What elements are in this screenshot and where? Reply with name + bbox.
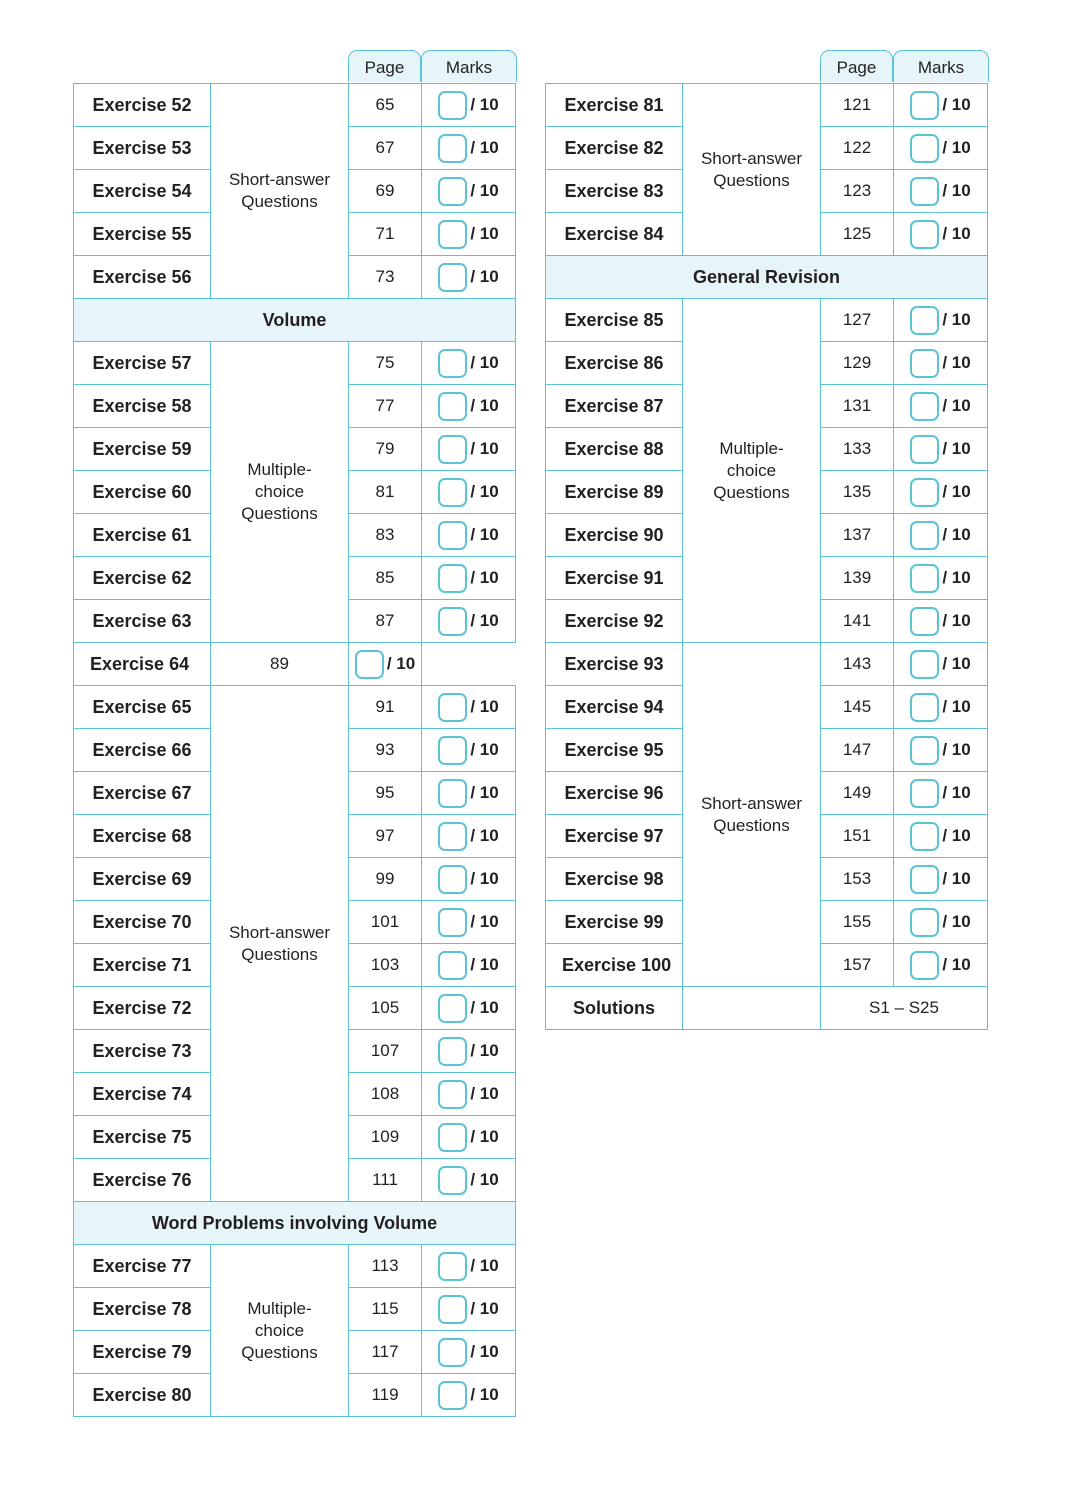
page-number: 71 bbox=[349, 213, 422, 256]
exercise-row bbox=[74, 342, 516, 385]
marks-input-box[interactable] bbox=[438, 521, 467, 550]
marks-total: / 10 bbox=[470, 438, 499, 458]
marks-total: / 10 bbox=[942, 395, 971, 415]
marks-cell bbox=[894, 686, 988, 729]
exercise-label: Exercise 99 bbox=[546, 901, 683, 944]
marks-total: / 10 bbox=[942, 825, 971, 845]
exercise-row bbox=[74, 84, 516, 127]
marks-cell bbox=[422, 729, 516, 772]
exercise-label: Exercise 70 bbox=[74, 901, 211, 944]
question-type bbox=[683, 299, 821, 643]
exercise-row bbox=[546, 299, 988, 342]
page-number: 83 bbox=[349, 514, 422, 557]
exercise-label: Exercise 68 bbox=[74, 815, 211, 858]
marks-cell bbox=[894, 170, 988, 213]
marks-total: / 10 bbox=[470, 997, 499, 1017]
marks-cell bbox=[422, 944, 516, 987]
page-number: 151 bbox=[821, 815, 894, 858]
marks-input-box[interactable] bbox=[438, 822, 467, 851]
page-number: 133 bbox=[821, 428, 894, 471]
exercise-label: Exercise 93 bbox=[546, 643, 683, 686]
marks-input-box[interactable] bbox=[438, 865, 467, 894]
marks-cell bbox=[422, 1245, 516, 1288]
question-type bbox=[683, 84, 821, 256]
exercise-label: Exercise 80 bbox=[74, 1374, 211, 1417]
exercise-label: Exercise 54 bbox=[74, 170, 211, 213]
marks-cell bbox=[422, 1116, 516, 1159]
question-type-label: Multiple-choice Questions bbox=[241, 460, 318, 523]
exercise-label: Exercise 86 bbox=[546, 342, 683, 385]
marks-total: / 10 bbox=[470, 739, 499, 759]
page-number: 99 bbox=[349, 858, 422, 901]
marks-total: / 10 bbox=[470, 524, 499, 544]
marks-cell bbox=[422, 1030, 516, 1073]
page-number: 113 bbox=[349, 1245, 422, 1288]
marks-input-box[interactable] bbox=[355, 650, 384, 679]
exercise-label: Exercise 78 bbox=[74, 1288, 211, 1331]
marks-input-box[interactable] bbox=[438, 1338, 467, 1367]
marks-total: / 10 bbox=[470, 825, 499, 845]
page-number: 121 bbox=[821, 84, 894, 127]
page-number: 91 bbox=[349, 686, 422, 729]
marks-total: / 10 bbox=[470, 223, 499, 243]
page-number: 101 bbox=[349, 901, 422, 944]
marks-cell bbox=[894, 815, 988, 858]
marks-total: / 10 bbox=[470, 868, 499, 888]
marks-input-box[interactable] bbox=[438, 435, 467, 464]
solutions-label: Solutions bbox=[546, 987, 683, 1030]
exercise-label: Exercise 61 bbox=[74, 514, 211, 557]
exercise-label: Exercise 55 bbox=[74, 213, 211, 256]
exercise-label: Exercise 90 bbox=[546, 514, 683, 557]
marks-cell bbox=[422, 342, 516, 385]
page-number: 97 bbox=[349, 815, 422, 858]
marks-total: / 10 bbox=[942, 94, 971, 114]
marks-cell bbox=[894, 342, 988, 385]
page-number: 129 bbox=[821, 342, 894, 385]
page-number: 117 bbox=[349, 1331, 422, 1374]
marks-input-box[interactable] bbox=[438, 220, 467, 249]
marks-input-box[interactable] bbox=[438, 1123, 467, 1152]
page-number: 137 bbox=[821, 514, 894, 557]
exercise-label: Exercise 71 bbox=[74, 944, 211, 987]
exercise-label: Exercise 84 bbox=[546, 213, 683, 256]
exercise-label: Exercise 97 bbox=[546, 815, 683, 858]
exercise-label: Exercise 85 bbox=[546, 299, 683, 342]
section-title: Word Problems involving Volume bbox=[74, 1202, 516, 1245]
page-column-header: Page bbox=[820, 50, 893, 82]
marks-total: / 10 bbox=[470, 954, 499, 974]
marks-total: / 10 bbox=[470, 266, 499, 286]
marks-total: / 10 bbox=[942, 653, 971, 673]
page-number: 139 bbox=[821, 557, 894, 600]
marks-total: / 10 bbox=[470, 1040, 499, 1060]
marks-input-box[interactable] bbox=[438, 736, 467, 765]
question-type-label: Short-answer Questions bbox=[228, 170, 331, 211]
marks-cell bbox=[422, 600, 516, 643]
marks-cell bbox=[894, 385, 988, 428]
marks-input-box[interactable] bbox=[438, 951, 467, 980]
marks-input-box[interactable] bbox=[910, 951, 939, 980]
marks-total: / 10 bbox=[942, 309, 971, 329]
exercise-row bbox=[546, 643, 988, 686]
marks-cell bbox=[894, 600, 988, 643]
question-type-label: Multiple-choice Questions bbox=[713, 438, 790, 502]
marks-cell bbox=[422, 987, 516, 1030]
marks-cell bbox=[422, 385, 516, 428]
exercise-label: Exercise 77 bbox=[74, 1245, 211, 1288]
exercise-label: Exercise 75 bbox=[74, 1116, 211, 1159]
marks-total: / 10 bbox=[942, 567, 971, 587]
marks-cell bbox=[349, 643, 422, 686]
left-column bbox=[73, 50, 516, 1417]
marks-total: / 10 bbox=[470, 696, 499, 716]
marks-total: / 10 bbox=[942, 180, 971, 200]
marks-input-box[interactable] bbox=[910, 564, 939, 593]
marks-cell bbox=[422, 772, 516, 815]
marks-cell bbox=[422, 815, 516, 858]
exercise-table-left bbox=[73, 83, 516, 1417]
exercise-label: Exercise 98 bbox=[546, 858, 683, 901]
exercise-label: Exercise 73 bbox=[74, 1030, 211, 1073]
marks-total: / 10 bbox=[470, 1341, 499, 1361]
marks-cell bbox=[894, 729, 988, 772]
marks-cell bbox=[422, 686, 516, 729]
marks-cell bbox=[894, 213, 988, 256]
marks-input-box[interactable] bbox=[910, 220, 939, 249]
marks-cell bbox=[422, 256, 516, 299]
marks-cell bbox=[894, 471, 988, 514]
question-type-label: Multiple-choice Questions bbox=[241, 1298, 318, 1362]
page-number: 75 bbox=[349, 342, 422, 385]
marks-input-box[interactable] bbox=[910, 908, 939, 937]
marks-input-box[interactable] bbox=[910, 779, 939, 808]
page-number: 89 bbox=[211, 643, 349, 686]
right-column bbox=[545, 50, 988, 1030]
marks-input-box[interactable] bbox=[910, 865, 939, 894]
marks-input-box[interactable] bbox=[438, 263, 467, 292]
question-type-label: Short-answer Questions bbox=[700, 793, 803, 835]
marks-input-box[interactable] bbox=[910, 822, 939, 851]
marks-cell bbox=[894, 557, 988, 600]
exercise-label: Exercise 92 bbox=[546, 600, 683, 643]
table-header bbox=[73, 50, 516, 83]
marks-input-box[interactable] bbox=[910, 306, 939, 335]
marks-input-box[interactable] bbox=[438, 1080, 467, 1109]
exercise-label: Exercise 91 bbox=[546, 557, 683, 600]
exercise-label: Exercise 56 bbox=[74, 256, 211, 299]
marks-cell bbox=[422, 1159, 516, 1202]
marks-total: / 10 bbox=[942, 739, 971, 759]
marks-input-box[interactable] bbox=[438, 134, 467, 163]
page-number: 65 bbox=[349, 84, 422, 127]
marks-input-box[interactable] bbox=[910, 435, 939, 464]
marks-input-box[interactable] bbox=[910, 607, 939, 636]
exercise-label: Exercise 59 bbox=[74, 428, 211, 471]
page-column-header: Page bbox=[348, 50, 421, 82]
exercise-label: Exercise 96 bbox=[546, 772, 683, 815]
marks-total: / 10 bbox=[942, 911, 971, 931]
marks-column-header: Marks bbox=[893, 50, 989, 82]
marks-cell bbox=[894, 643, 988, 686]
page-number: 81 bbox=[349, 471, 422, 514]
page-number: 153 bbox=[821, 858, 894, 901]
marks-cell bbox=[422, 127, 516, 170]
exercise-label: Exercise 57 bbox=[74, 342, 211, 385]
page-number: 73 bbox=[349, 256, 422, 299]
page-number: 107 bbox=[349, 1030, 422, 1073]
marks-total: / 10 bbox=[470, 180, 499, 200]
section-row bbox=[546, 256, 988, 299]
marks-total: / 10 bbox=[942, 610, 971, 630]
question-type bbox=[211, 342, 349, 643]
marks-total: / 10 bbox=[470, 481, 499, 501]
page-number: 145 bbox=[821, 686, 894, 729]
page-number: 109 bbox=[349, 1116, 422, 1159]
marks-input-box[interactable] bbox=[910, 736, 939, 765]
page-number: 147 bbox=[821, 729, 894, 772]
marks-total: / 10 bbox=[942, 223, 971, 243]
exercise-label: Exercise 52 bbox=[74, 84, 211, 127]
exercise-label: Exercise 74 bbox=[74, 1073, 211, 1116]
question-type-label: Short-answer Questions bbox=[700, 148, 803, 190]
page-number: 93 bbox=[349, 729, 422, 772]
page-number: 122 bbox=[821, 127, 894, 170]
marks-input-box[interactable] bbox=[438, 994, 467, 1023]
marks-total: / 10 bbox=[942, 481, 971, 501]
question-type-label: Short-answer Questions bbox=[228, 922, 331, 964]
marks-total: / 10 bbox=[942, 438, 971, 458]
page-number: 131 bbox=[821, 385, 894, 428]
exercise-label: Exercise 82 bbox=[546, 127, 683, 170]
page-number: 79 bbox=[349, 428, 422, 471]
question-type bbox=[211, 1245, 349, 1417]
section-title: General Revision bbox=[546, 256, 988, 299]
marks-cell bbox=[894, 514, 988, 557]
exercise-row bbox=[546, 84, 988, 127]
section-row bbox=[74, 1202, 516, 1245]
marks-cell bbox=[422, 1331, 516, 1374]
marks-input-box[interactable] bbox=[910, 177, 939, 206]
section-title: Volume bbox=[74, 299, 516, 342]
marks-input-box[interactable] bbox=[438, 349, 467, 378]
marks-input-box[interactable] bbox=[438, 478, 467, 507]
marks-total: / 10 bbox=[942, 696, 971, 716]
section-row bbox=[74, 299, 516, 342]
page-number: 135 bbox=[821, 471, 894, 514]
page-number: 103 bbox=[349, 944, 422, 987]
question-type bbox=[211, 84, 349, 299]
marks-total: / 10 bbox=[470, 1298, 499, 1318]
exercise-label: Exercise 88 bbox=[546, 428, 683, 471]
page-number: 155 bbox=[821, 901, 894, 944]
marks-input-box[interactable] bbox=[910, 521, 939, 550]
marks-cell bbox=[894, 858, 988, 901]
marks-total: / 10 bbox=[942, 782, 971, 802]
marks-total: / 10 bbox=[386, 653, 416, 673]
marks-input-box[interactable] bbox=[910, 134, 939, 163]
exercise-label: Exercise 76 bbox=[74, 1159, 211, 1202]
marks-cell bbox=[422, 1288, 516, 1331]
marks-input-box[interactable] bbox=[438, 607, 467, 636]
marks-total: / 10 bbox=[942, 137, 971, 157]
marks-input-box[interactable] bbox=[910, 392, 939, 421]
exercise-label: Exercise 67 bbox=[74, 772, 211, 815]
exercise-label: Exercise 100 bbox=[546, 944, 683, 987]
marks-total: / 10 bbox=[942, 954, 971, 974]
page-number: 141 bbox=[821, 600, 894, 643]
page-number: 149 bbox=[821, 772, 894, 815]
page-number: 127 bbox=[821, 299, 894, 342]
exercise-label: Exercise 63 bbox=[74, 600, 211, 643]
marks-total: / 10 bbox=[470, 1083, 499, 1103]
exercise-label: Exercise 60 bbox=[74, 471, 211, 514]
exercise-row bbox=[74, 643, 516, 686]
marks-input-box[interactable] bbox=[910, 478, 939, 507]
marks-input-box[interactable] bbox=[910, 693, 939, 722]
marks-input-box[interactable] bbox=[438, 177, 467, 206]
page-number: 95 bbox=[349, 772, 422, 815]
exercise-label: Exercise 62 bbox=[74, 557, 211, 600]
marks-input-box[interactable] bbox=[910, 91, 939, 120]
marks-total: / 10 bbox=[470, 1384, 499, 1404]
table-header bbox=[545, 50, 988, 83]
marks-total: / 10 bbox=[470, 1255, 499, 1275]
marks-cell bbox=[894, 127, 988, 170]
marks-column-header: Marks bbox=[421, 50, 517, 82]
exercise-label: Exercise 58 bbox=[74, 385, 211, 428]
marks-total: / 10 bbox=[470, 137, 499, 157]
marks-cell bbox=[422, 428, 516, 471]
marks-total: / 10 bbox=[470, 352, 499, 372]
marks-total: / 10 bbox=[942, 868, 971, 888]
exercise-label: Exercise 83 bbox=[546, 170, 683, 213]
page-number: 115 bbox=[349, 1288, 422, 1331]
marks-cell bbox=[422, 514, 516, 557]
question-type bbox=[683, 643, 821, 987]
marks-total: / 10 bbox=[942, 524, 971, 544]
page-number: 77 bbox=[349, 385, 422, 428]
exercise-label: Exercise 65 bbox=[74, 686, 211, 729]
marks-cell bbox=[422, 1073, 516, 1116]
page-number: 119 bbox=[349, 1374, 422, 1417]
marks-input-box[interactable] bbox=[910, 650, 939, 679]
marks-cell bbox=[894, 84, 988, 127]
marks-cell bbox=[422, 471, 516, 514]
empty-cell bbox=[683, 987, 821, 1030]
exercise-label: Exercise 89 bbox=[546, 471, 683, 514]
marks-total: / 10 bbox=[470, 395, 499, 415]
marks-cell bbox=[422, 858, 516, 901]
marks-input-box[interactable] bbox=[438, 392, 467, 421]
marks-total: / 10 bbox=[942, 352, 971, 372]
page-number: 69 bbox=[349, 170, 422, 213]
marks-total: / 10 bbox=[470, 1169, 499, 1189]
page-number: 157 bbox=[821, 944, 894, 987]
marks-input-box[interactable] bbox=[438, 1295, 467, 1324]
question-type bbox=[211, 686, 349, 1202]
exercise-row bbox=[74, 1245, 516, 1288]
page-number: 67 bbox=[349, 127, 422, 170]
marks-cell bbox=[422, 213, 516, 256]
marks-input-box[interactable] bbox=[438, 564, 467, 593]
page-number: 85 bbox=[349, 557, 422, 600]
marks-cell bbox=[894, 299, 988, 342]
exercise-row bbox=[74, 686, 516, 729]
solutions-row bbox=[546, 987, 988, 1030]
exercise-label: Exercise 94 bbox=[546, 686, 683, 729]
marks-input-box[interactable] bbox=[438, 693, 467, 722]
exercise-label: Exercise 95 bbox=[546, 729, 683, 772]
exercise-label: Exercise 81 bbox=[546, 84, 683, 127]
marks-cell bbox=[422, 1374, 516, 1417]
marks-input-box[interactable] bbox=[438, 908, 467, 937]
marks-input-box[interactable] bbox=[910, 349, 939, 378]
marks-total: / 10 bbox=[470, 610, 499, 630]
marks-cell bbox=[422, 557, 516, 600]
marks-cell bbox=[422, 170, 516, 213]
page-number: 105 bbox=[349, 987, 422, 1030]
exercise-label: Exercise 72 bbox=[74, 987, 211, 1030]
marks-input-box[interactable] bbox=[438, 1166, 467, 1195]
marks-cell bbox=[422, 84, 516, 127]
exercise-table-right bbox=[545, 83, 988, 1030]
exercise-label: Exercise 87 bbox=[546, 385, 683, 428]
exercise-label: Exercise 79 bbox=[74, 1331, 211, 1374]
page-number: 108 bbox=[349, 1073, 422, 1116]
marks-total: / 10 bbox=[470, 782, 499, 802]
marks-cell bbox=[894, 944, 988, 987]
marks-input-box[interactable] bbox=[438, 1381, 467, 1410]
marks-cell bbox=[894, 901, 988, 944]
marks-input-box[interactable] bbox=[438, 1037, 467, 1066]
page-number: 87 bbox=[349, 600, 422, 643]
page-number: 123 bbox=[821, 170, 894, 213]
page-number: 125 bbox=[821, 213, 894, 256]
marks-total: / 10 bbox=[470, 911, 499, 931]
page-number: 111 bbox=[349, 1159, 422, 1202]
solutions-pages: S1 – S25 bbox=[821, 987, 988, 1030]
marks-input-box[interactable] bbox=[438, 91, 467, 120]
marks-input-box[interactable] bbox=[438, 779, 467, 808]
exercise-label: Exercise 66 bbox=[74, 729, 211, 772]
marks-cell bbox=[894, 772, 988, 815]
page-number: 143 bbox=[821, 643, 894, 686]
exercise-label: Exercise 69 bbox=[74, 858, 211, 901]
marks-cell bbox=[422, 901, 516, 944]
marks-total: / 10 bbox=[470, 1126, 499, 1146]
marks-total: / 10 bbox=[470, 94, 499, 114]
exercise-label: Exercise 53 bbox=[74, 127, 211, 170]
marks-total: / 10 bbox=[470, 567, 499, 587]
exercise-label: Exercise 64 bbox=[74, 643, 211, 686]
marks-cell bbox=[894, 428, 988, 471]
marks-input-box[interactable] bbox=[438, 1252, 467, 1281]
